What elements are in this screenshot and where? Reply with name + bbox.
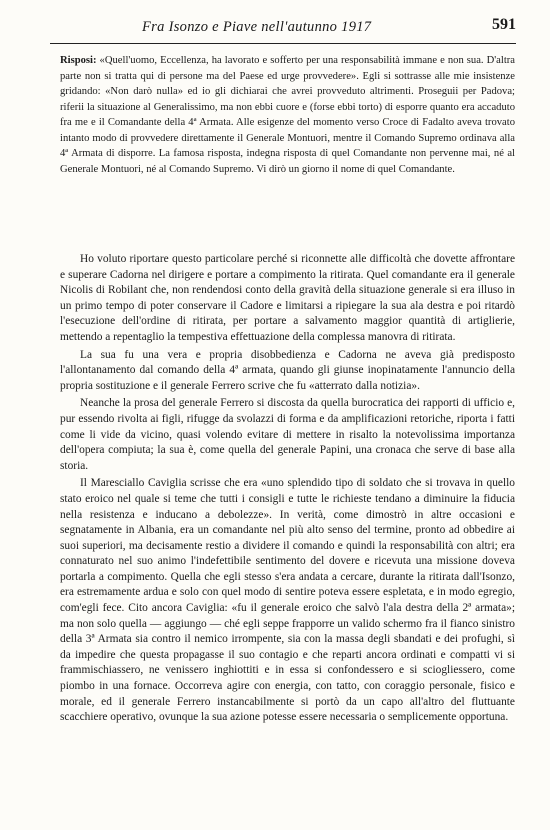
paragraph-1: Ho voluto riportare questo particolare perché si riconnette alle difficoltà che dovette affrontare e superare Cadorna nel dirigere e portare a compimento la ritirata. Quel comandante era il generale Nicolis di Robilant che, non rendendosi conto della gravità della situazione generale si era illuso in un primo tempo di poter conservare il Cadore e limitarsi a ripiegare la sua ala destra e poi ritardò l'esecuzione dell'ordine di ritirata, per portare a salvamento maggior quantità di artiglierie, mettendo a repentaglio la tempestiva effettuazione della complessa manovra di ritirata.: [60, 253, 515, 343]
page-header: [50, 16, 516, 40]
running-title: Fra Isonzo e Piave nell'autunno 1917: [142, 19, 372, 35]
paragraph-2: La sua fu una vera e propria disobbedienza e Cadorna ne aveva già predisposto l'allontanamento dal comando della 4ª armata, quando gli giunse inopinatamente l'annuncio della propria sostituzione e il generale Ferrero scrive che fu «atterrato dalla notizia».: [60, 348, 515, 392]
paragraph-4: Il Maresciallo Caviglia scrisse che era «uno splendido tipo di soldato che si trovava in quello stato eroico nel quale si teme che tutti i consigli e tutte le richieste tendano a diminuire la fiducia nella resistenza e inducano a debolezze». In verità, come dimostrò in altre occasioni e segnatamente in Albania, era un comandante nel più alto senso del termine, pronto ad obbedire ai suoi superiori, ma decisamente restio a dividere il comando e quindi la responsabilità con altri; era connaturato nel suo animo l'indefettibile sentimento del dovere e ricevuta una missione doveva portarla a compimento. Quella che egli stesso s'era andata a cercare, durante la ritirata dall'Isonzo, era estremamente ardua e solo con quel modo di sentire poteva essere espletata, e in modo egregio, com'egli fece. Cito ancora Caviglia: «fu il generale eroico che salvò l'ala destra della 2ª armata»; ma non solo quella — aggiungo — ché egli seppe frapporre un valido schermo fra il fianco sinistro della 3ª Armata sia contro il nemico irrompente, sia con la massa degli sbandati e dei profughi, sì da impedire che questa propagasse il suo contagio e che reparti ancora ordinati e compatti vi si frammischiassero, ne venissero inghiottiti e in essa si confondessero e si sciogliessero, come piombo in una fornace. Occorreva agire con energia, con tatto, con coraggio personale, fisico e morale, ed il generale Ferrero instancabilmente si portò da un capo all'altro del fluttuante scacchiere operativo, ovunque la sua azione potesse essere necessaria o semplicemente opportuna.: [60, 477, 515, 724]
quote-lead: Risposi:: [60, 55, 97, 66]
header-rule: [50, 43, 516, 44]
quote-text: «Quell'uomo, Eccellenza, ha lavorato e sofferto per una responsabilità immane e non sua. D'altra parte non si tratta qui di persone ma del Paese ed urge provvedere». Egli si sottrasse alle mie insistenze gridando: «Non darò nulla» ed io gli dichiarai che avrei provveduto altrimenti. Proseguii per Padova; riferii la situazione al Generalissimo, ma non ebbi cuore e (forse ebbi torto) di esporre quanto era accaduto fra me e il Comandante della 4ª Armata. Alle esigenze del momento verso Croce di Fadalto aveva trovato intanto modo di provvedere direttamente il Generale Montuori, mentre il Comando Supremo ordinava alla 4ª Armata di disporre. La famosa risposta, indegna risposta di quel Comandante non pervenne mai, né al Generale Montuori, né al Comando Supremo. Vi dirò un giorno il nome di quel Comandante.: [60, 55, 515, 175]
quoted-passage: [60, 53, 515, 177]
paragraph-3: Neanche la prosa del generale Ferrero si discosta da quella burocratica dei rapporti di ufficio e, pur essendo rivolta ai figli, rifugge da svolazzi di forma e da amplificazioni retoriche, riporta i fatti come li vide da vicino, quasi volendo evitare di mettere in risalto la notevolissima importanza dell'opera compiuta; la sua è, come quella del generale Papini, una cronaca che serve di base alla storia.: [60, 397, 515, 472]
page-number: 591: [492, 16, 516, 33]
body-text: [60, 252, 515, 726]
